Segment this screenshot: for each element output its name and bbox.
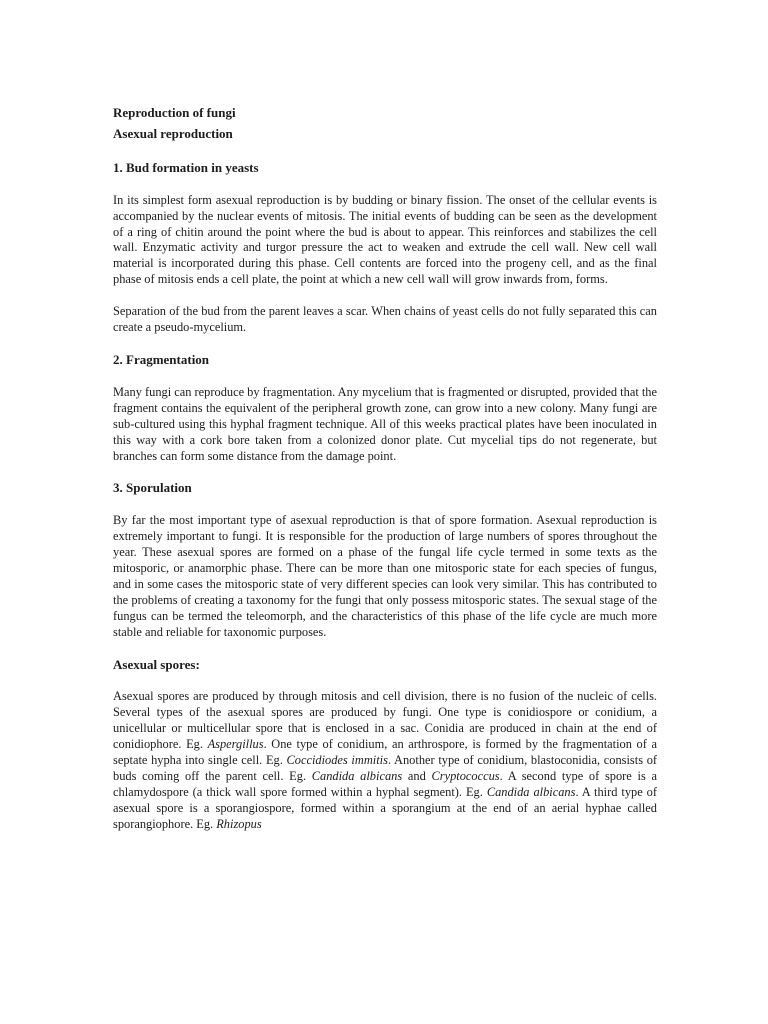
text-segment: Asexual spores are produced by through mitosis and cell division, there is no fusion of the nucleic of cells. Several types of the asexual spores are produced by fungi. One type is conidiospore or conidium, a unicellular or multicellular spore that is enclosed in a sac. Conidia are produced in chain at the end of conidiophore. Eg. bbox=[113, 689, 657, 752]
text-segment: . Another type of conidium, blastoconidia, consists of buds coming off the parent cell. Eg. bbox=[113, 753, 658, 783]
document-page bbox=[113, 98, 657, 849]
document-title: Reproduction of fungi bbox=[113, 105, 236, 120]
species-name: Candida albicans bbox=[311, 769, 403, 783]
paragraph-fragmentation: Many fungi can reproduce by fragmentation. Any mycelium that is fragmented or disrupted, provided that the fragment contains the equivalent of the peripheral growth zone, can grow into a new colony. Many fungi are sub-cultured using this hyphal fragment technique. All of this weeks practical plates have been inoculated in this way with a cork bore taken from a colonized donor plate. Cut mycelial tips do not regenerate, but branches can form some distance from the damage point. bbox=[113, 384, 658, 463]
paragraph-sporulation: By far the most important type of asexual reproduction is that of spore formation. Asexual reproduction is extremely important to fungi. It is responsible for the production of large numbers of spores throughout the year. These asexual spores are formed on a phase of the fungal life cycle termed in some texts as the mitosporic, or anamorphic phase. There can be more than one mitosporic state for each species of fungus, and in some cases the mitosporic state of very different species can look very similar. This has contributed to the problems of creating a taxonomy for the fungi that only possess mitosporic states. The sexual stage of the fungus can be termed the teleomorph, and the characteristics of this phase of the life cycle are much more stable and reliable for taxonomic purposes. bbox=[113, 513, 657, 639]
section-heading-asexual-spores: Asexual spores: bbox=[113, 656, 200, 672]
text-segment: and bbox=[402, 769, 432, 783]
species-name: Coccidiodes immitis bbox=[286, 753, 388, 768]
section-heading-fragmentation: 2. Fragmentation bbox=[113, 351, 210, 367]
text-segment: . One type of conidium, an arthrospore, is formed by the fragmentation of a septate hypha into single cell. Eg. bbox=[113, 737, 657, 768]
paragraph-bud-formation-1: In its simplest form asexual reproduction is by budding or binary fission. The onset of the cellular events is accompanied by the nuclear events of mitosis. The initial events of budding can be seen as the development of a ring of chitin around the point where the bud is about to appear. This reinforces and stabilizes the cell wall. Enzymatic activity and turgor pressure the act to weaken and extrude the cell wall. New cell wall material is incorporated during this phase. Cell contents are forced into the progeny cell, and as the final phase of mitosis ends a cell plate, the point at which a new cell wall will grow inwards from, forms. bbox=[113, 192, 657, 287]
species-name: Candida albicans bbox=[486, 784, 576, 799]
species-name: Aspergillus bbox=[207, 737, 264, 752]
document-subtitle: Asexual reproduction bbox=[113, 125, 233, 141]
section-heading-sporulation: 3. Sporulation bbox=[113, 480, 192, 496]
paragraph-asexual-spores bbox=[113, 689, 657, 832]
text-segment: . A second type of spore is a chlamydospore (a thick wall spore formed within a hyphal segment). Eg. bbox=[113, 769, 657, 799]
paragraph-bud-formation-2: Separation of the bud from the parent leaves a scar. When chains of yeast cells do not fully separated this can create a pseudo-mycelium. bbox=[113, 304, 657, 335]
text-segment: . A third type of asexual spore is a sporangiospore, formed within a sporangium at the end of an aerial hyphae called sporangiophore. Eg. bbox=[113, 784, 657, 831]
species-name: Cryptococcus bbox=[431, 769, 500, 783]
section-heading-bud-formation: 1. Bud formation in yeasts bbox=[113, 159, 259, 175]
species-name: Rhizopus bbox=[216, 816, 262, 831]
